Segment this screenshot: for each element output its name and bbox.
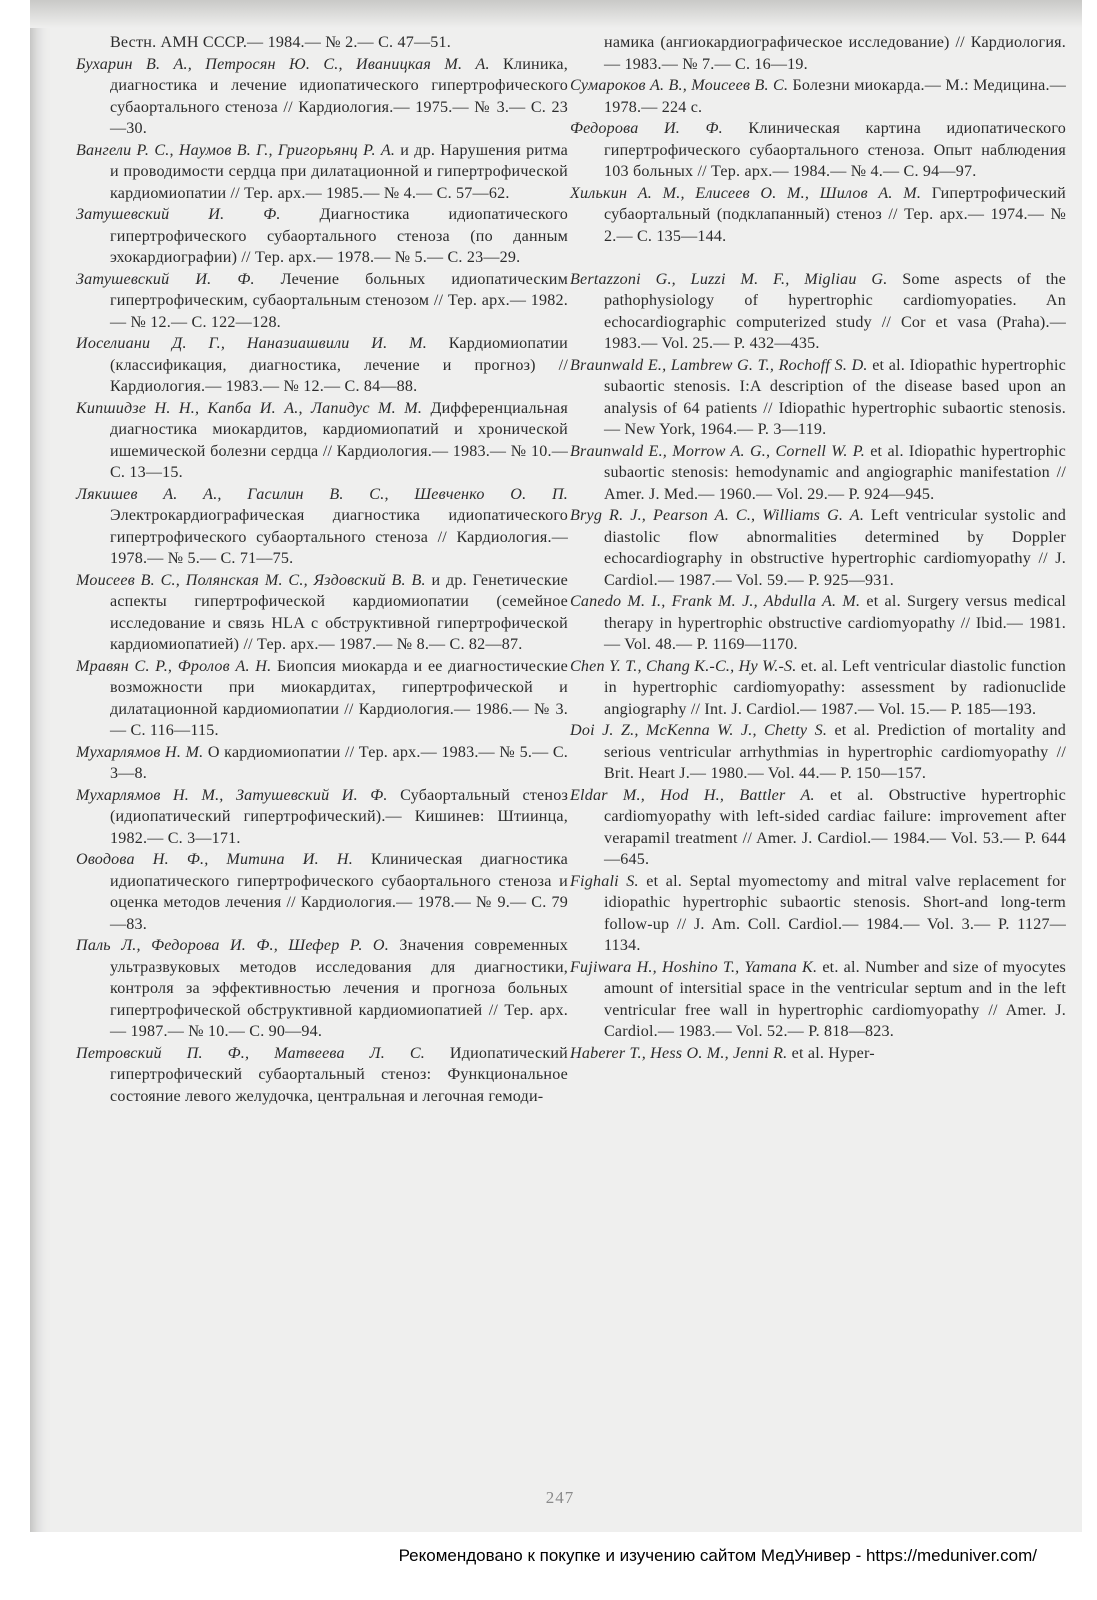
reference-text: Идиопатический гипертрофический субаортальный стеноз: Функциональное состояние левого желудочка, центральная и легочная гемоди- bbox=[110, 1044, 568, 1105]
reference-authors: Мравян С. Р., Фролов А. Н. bbox=[76, 657, 272, 675]
reference-entry bbox=[570, 32, 1066, 75]
reference-entry bbox=[76, 269, 568, 334]
reference-text: et. al. Left ventricular diastolic function in hypertrophic cardiomyopathy: assessment by radionuclide angiography // Int. J. Cardiol.— 1987.— Vol. 15.— P. 185—193. bbox=[604, 657, 1066, 718]
reference-authors: Петровский П. Ф., Матвеева Л. С. bbox=[76, 1044, 426, 1062]
reference-entry bbox=[570, 1043, 1066, 1065]
reference-text: et al. Surgery versus medical therapy in hypertrophic obstructive cardiomyopathy // Ibid.— 1981.— Vol. 48.— P. 1169—1170. bbox=[604, 593, 1066, 653]
reference-entry bbox=[570, 785, 1066, 871]
reference-authors: Bryg R. J., Pearson A. C., Williams G. A. bbox=[570, 507, 865, 524]
footer-text: Рекомендовано к покупке и изучению сайтом МедУнивер - https://meduniver.com/ bbox=[398, 1546, 1037, 1565]
reference-text: Кардиомиопатии (классификация, диагностика, лечение и прогноз) // Кардиология.— 1983.— № 12.— С. 84—88. bbox=[110, 335, 568, 395]
footer-banner bbox=[0, 1532, 1097, 1600]
section-gap bbox=[570, 247, 1066, 269]
reference-text: Клиника, диагностика и лечение идиопатического гипертрофического субаортального стеноза // Кардиология.— 1975.— № 3.— С. 23—30. bbox=[110, 55, 568, 137]
reference-entry bbox=[76, 656, 568, 742]
reference-authors: Паль Л., Федорова И. Ф., Шефер Р. О. bbox=[76, 937, 389, 954]
reference-text: намика (ангиокардиографическое исследование) // Кардиология.— 1983.— № 7.— С. 16—19. bbox=[604, 34, 1066, 73]
right-column bbox=[570, 32, 1066, 1064]
reference-entry bbox=[76, 570, 568, 656]
reference-entry bbox=[570, 269, 1066, 355]
reference-entry bbox=[570, 656, 1066, 721]
reference-authors: Кипшидзе Н. Н., Капба И. А., Лапидус М. М. bbox=[76, 399, 423, 417]
scanned-page bbox=[30, 0, 1082, 1600]
reference-authors: Лякишев А. А., Гасилин В. С., Шевченко О. П. bbox=[76, 485, 568, 503]
reference-authors: Bertazzoni G., Luzzi M. F., Migliau G. bbox=[570, 270, 888, 288]
reference-authors: Canedo M. I., Frank M. J., Abdulla A. M. bbox=[570, 593, 861, 610]
reference-authors: Braunwald E., Lambrew G. T., Rochoff S. D. bbox=[570, 356, 868, 374]
reference-entry bbox=[76, 398, 568, 484]
reference-authors: Мухарлямов Н. М. bbox=[76, 743, 204, 761]
reference-text: Болезни миокарда.— М.: Медицина.— 1978.— 224 с. bbox=[604, 77, 1066, 116]
reference-text: Дифференциальная диагностика миокардитов, кардиомиопатий и хронической ишемической болезни сердца // Кардиология.— 1983.— № 10.— С. 13—15. bbox=[110, 399, 568, 481]
reference-entry bbox=[570, 591, 1066, 656]
reference-text: и др. Нарушения ритма и проводимости сердца при дилатационной и гипертрофической кардиомиопатии // Тер. арх.— 1985.— № 4.— С. 57—62. bbox=[110, 141, 568, 202]
reference-entry bbox=[570, 355, 1066, 441]
reference-text: et al. Obstructive hypertrophic cardiomyopathy with left-sided cardiac failure: improvement after verapamil treatment // Amer. J. Cardiol.— 1984.— Vol. 53.— P. 644—645. bbox=[604, 786, 1066, 868]
reference-text: et al. Idiopathic hypertrophic subaortic stenosis: hemodynamic and angiographic manifestation // Amer. J. Med.— 1960.— Vol. 29.— P. 924—945. bbox=[604, 442, 1066, 503]
reference-authors: Моисеев В. С., Полянская М. С., Яздовский В. В. bbox=[76, 571, 426, 589]
reference-authors: Fighali S. bbox=[570, 872, 639, 890]
reference-text: et. al. Number and size of myocytes amount of intersitial space in the ventricular septum and in the left ventricular free wall in hypertrophic cardiomyopathy // Amer. J. Cardiol.— 1983.— Vol. 52.— P. 818—823. bbox=[604, 958, 1066, 1040]
reference-text: Лечение больных идиопатическим гипертрофическим, субаортальным стенозом // Тер. арх.— 1982.— № 12.— С. 122—128. bbox=[110, 270, 568, 331]
reference-entry bbox=[570, 441, 1066, 506]
reference-authors: Fujiwara H., Hoshino T., Yamana K. bbox=[570, 958, 818, 976]
reference-authors: Оводова Н. Ф., Митина И. Н. bbox=[76, 851, 353, 868]
reference-entry bbox=[76, 32, 568, 54]
reference-text: et al. Hyper- bbox=[791, 1044, 875, 1062]
reference-entry bbox=[76, 140, 568, 205]
reference-text: Клиническая диагностика идиопатического гипертрофического субаортального стеноза и оценка методов лечения // Кардиология.— 1978.— № 9.— С. 79—83. bbox=[110, 851, 568, 933]
reference-entry bbox=[76, 742, 568, 785]
reference-entry bbox=[76, 333, 568, 398]
reference-text: Электрокардиографическая диагностика идиопатического гипертрофического субаортального стеноза // Кардиология.— 1978.— № 5.— С. 71—75. bbox=[110, 507, 568, 567]
reference-authors: Мухарлямов Н. М., Затушевский И. Ф. bbox=[76, 786, 388, 804]
reference-entry bbox=[570, 505, 1066, 591]
reference-entry bbox=[570, 871, 1066, 957]
reference-text: Субаортальный стеноз (идиопатический гипертрофический).— Кишинев: Штиинца, 1982.— С. 3—171. bbox=[110, 786, 569, 847]
reference-text: et al. Idiopathic hypertrophic subaortic stenosis. I:A description of the disease based upon an analysis of 64 patients // Idiopathic hypertrophic subaortic stenosis.— New York, 1964.— P. 3—119. bbox=[604, 356, 1066, 438]
reference-authors: Haberer T., Hess O. M., Jenni R. bbox=[570, 1044, 788, 1062]
reference-entry bbox=[570, 183, 1066, 248]
reference-text: Left ventricular systolic and diastolic flow abnormalities determined by Doppler echocardiography in obstructive hypertrophic cardiomyopathy // J. Cardiol.— 1987.— Vol. 59.— P. 925—931. bbox=[604, 507, 1066, 589]
reference-entry bbox=[76, 204, 568, 269]
reference-text: Биопсия миокарда и ее диагностические возможности при миокардитах, гипертрофической и дилатационной кардиомиопатии // Кардиология.— 1986.— № 3.— С. 116—115. bbox=[110, 657, 568, 739]
reference-text: et al. Prediction of mortality and serious ventricular arrhythmias in hypertrophic cardiomyopathy // Brit. Heart J.— 1980.— Vol. 44.— P. 150—157. bbox=[604, 722, 1066, 782]
reference-entry bbox=[76, 935, 568, 1043]
reference-entry bbox=[76, 484, 568, 570]
reference-authors: Затушевский И. Ф. bbox=[76, 206, 281, 223]
reference-text: и др. Генетические аспекты гипертрофической кардиомиопатии (семейное исследование и связь HLA с обструктивной гипертрофической кардиомиопатией) // Тер. арх.— 1987.— № 8.— С. 82—87. bbox=[110, 571, 568, 653]
reference-authors: Вангели Р. С., Наумов В. Г., Григорьянц Р. А. bbox=[76, 141, 396, 159]
reference-authors: Иоселиани Д. Г., Наназиашвили И. М. bbox=[76, 335, 427, 352]
reference-text: Вестн. АМН СССР.— 1984.— № 2.— С. 47—51. bbox=[110, 34, 451, 51]
reference-authors: Doi J. Z., McKenna W. J., Chetty S. bbox=[570, 722, 828, 739]
reference-entry bbox=[76, 1043, 568, 1108]
page-top-edge bbox=[30, 0, 1082, 28]
reference-text: Some aspects of the pathophysiology of hypertrophic cardiomyopaties. An echocardiographic computerized study // Cor et vasa (Praha).— 1983.— Vol. 25.— P. 432—435. bbox=[604, 270, 1066, 352]
reference-entry bbox=[76, 785, 568, 850]
reference-entry bbox=[570, 957, 1066, 1043]
reference-text: Клиническая картина идиопатического гипертрофического субаортального стеноза. Опыт наблюдения 103 больных // Тер. арх.— 1984.— № 4.— С. 94—97. bbox=[604, 120, 1066, 180]
reference-authors: Хилькин А. М., Елисеев О. М., Шилов А. М. bbox=[570, 184, 922, 202]
reference-text: Диагностика идиопатического гипертрофического субаортального стеноза (по данным эхокардиографии) // Тер. арх.— 1978.— № 5.— С. 23—29. bbox=[110, 206, 568, 266]
reference-entry bbox=[76, 849, 568, 935]
reference-authors: Затушевский И. Ф. bbox=[76, 270, 255, 288]
reference-text: Гипертрофический субаортальный (подклапанный) стеноз // Тер. арх.— 1974.— № 2.— С. 135—144. bbox=[604, 184, 1066, 245]
reference-authors: Braunwald E., Morrow A. G., Cornell W. P. bbox=[570, 442, 865, 460]
reference-entry bbox=[570, 720, 1066, 785]
reference-authors: Chen Y. T., Chang K.-C., Hy W.-S. bbox=[570, 657, 797, 675]
reference-authors: Федорова И. Ф. bbox=[570, 120, 723, 137]
reference-entry bbox=[76, 54, 568, 140]
reference-entry bbox=[570, 75, 1066, 118]
reference-authors: Сумароков А. В., Моисеев В. С. bbox=[570, 77, 789, 94]
reference-authors: Бухарин В. А., Петросян Ю. С., Иваницкая М. А. bbox=[76, 55, 490, 73]
reference-entry bbox=[570, 118, 1066, 183]
reference-text: О кардиомиопатии // Тер. арх.— 1983.— № 5.— С. 3—8. bbox=[110, 743, 569, 782]
reference-text: et al. Septal myomectomy and mitral valve replacement for idiopathic hypertrophic subaortic stenosis. Short-and long-term follow-up // J. Am. Coll. Cardiol.— 1984.— Vol. 3.— P. 1127—1134. bbox=[604, 872, 1066, 954]
left-column bbox=[76, 32, 568, 1107]
page-number: 247 bbox=[545, 1488, 575, 1507]
reference-text: Значения современных ультразвуковых методов исследования для диагностики, контроля за эффективностью лечения и прогноза больных гипертрофической обструктивной кардиомиопатией // Тер. арх.— 1987.— № 10.— С. 90—94. bbox=[110, 937, 568, 1040]
reference-authors: Eldar M., Hod H., Battler A. bbox=[570, 786, 815, 804]
